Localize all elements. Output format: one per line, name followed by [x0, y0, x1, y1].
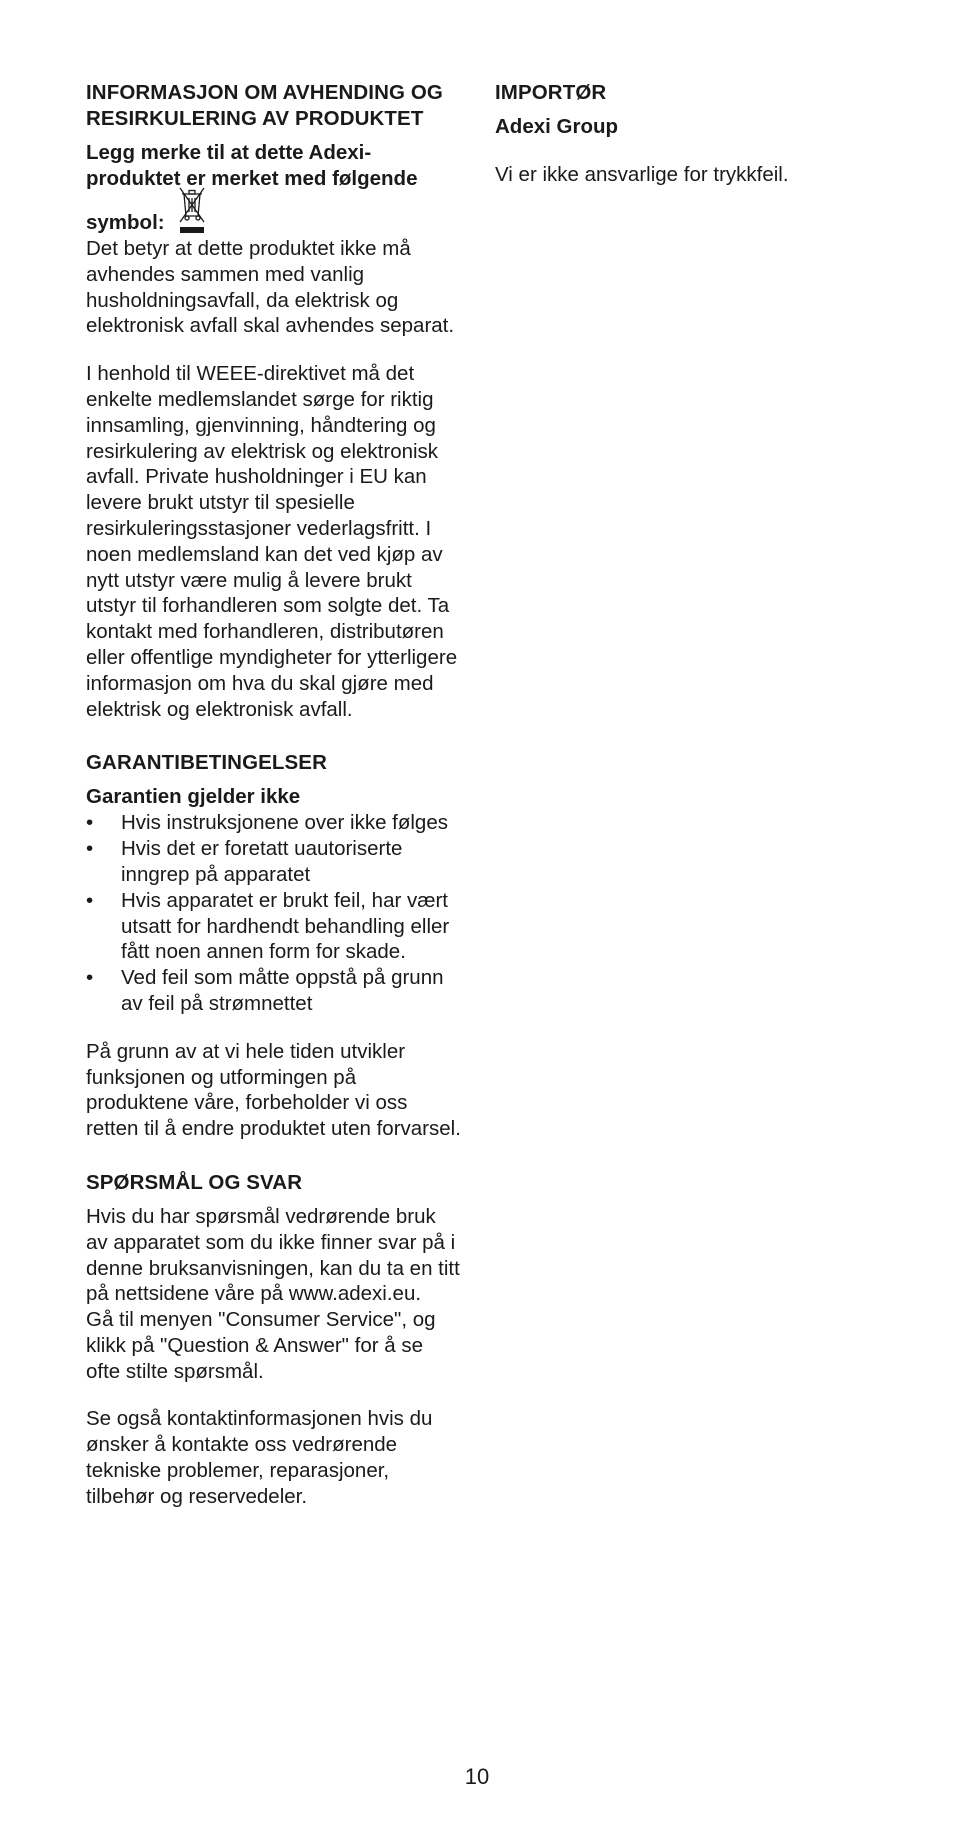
list-item [86, 965, 462, 1017]
bullet-icon: • [86, 888, 94, 912]
list-item-text: Ved feil som måtte oppstå på grunn av feil på strømnettet [121, 966, 444, 1015]
warranty-exclusions-list [86, 810, 462, 1016]
page-number: 10 [464, 1764, 490, 1789]
warranty-subheading: Garantien gjelder ikke [86, 785, 301, 809]
symbol-line [86, 192, 462, 236]
list-item [86, 836, 462, 888]
qa-section [86, 1170, 462, 1510]
importer-heading: IMPORTØR [495, 81, 607, 104]
qa-heading: SPØRSMÅL OG SVAR [86, 1170, 303, 1194]
disposal-paragraph-2: I henhold til WEEE-direktivet må det enkelte medlemslandet sørge for riktig innsamling, gjenvinning, håndtering og resirkulering av elektrisk og elektronisk avfall. Private husholdninger i EU kan levere brukt utstyr til spesielle resirkuleringsstasjoner vederlagsfritt. I noen medlemsland kan det ved kjøp av nytt utstyr være mulig å levere brukt utstyr til forhandleren som solgte det. Ta kontakt med forhandleren, distributøren eller offentlige myndigheter for ytterligere informasjon om hva du skal gjøre med elektrisk og elektronisk avfall. [86, 362, 458, 721]
warranty-paragraph: På grunn av at vi hele tiden utvikler funksjonen og utformingen på produktene våre, forbeholder vi oss retten til å endre produktet uten forvarsel. [86, 1039, 461, 1141]
bullet-icon: • [86, 811, 94, 835]
qa-paragraph-3: Se også kontaktinformasjonen hvis du ønsker å kontakte oss vedrørende tekniske problemer, reparasjoner, tilbehør og reservedeler. [86, 1407, 433, 1508]
list-item [86, 810, 462, 836]
printing-disclaimer: Vi er ikke ansvarlige for trykkfeil. [495, 163, 789, 186]
crossed-out-wheelie-bin-icon [178, 186, 206, 236]
disposal-section [86, 80, 462, 722]
bullet-icon: • [86, 837, 94, 861]
symbol-label: symbol: [86, 211, 165, 234]
disposal-heading: INFORMASJON OM AVHENDING OG RESIRKULERING AV PRODUKTET [86, 81, 443, 130]
list-item-text: Hvis det er foretatt uautoriserte inngrep på apparatet [121, 837, 403, 886]
warranty-section [86, 750, 462, 1142]
qa-paragraph-1: Hvis du har spørsmål vedrørende bruk av apparatet som du ikke finner svar på i denne bruksanvisningen, kan du ta en titt på nettsidene våre på www.adexi.eu. [86, 1204, 460, 1306]
list-item [86, 888, 462, 965]
left-column [86, 80, 462, 1510]
right-column [495, 80, 895, 188]
list-item-text: Hvis apparatet er brukt feil, har vært utsatt for hardhendt behandling eller fått noen annen form for skade. [121, 888, 450, 964]
disposal-intro: Legg merke til at dette Adexi-produktet er merket med følgende [86, 141, 418, 190]
importer-name: Adexi Group [495, 115, 619, 138]
qa-paragraph-2: Gå til menyen "Consumer Service", og klikk på "Question & Answer" for å se ofte stilte spørsmål. [86, 1308, 436, 1383]
warranty-heading: GARANTIBETINGELSER [86, 751, 327, 775]
bullet-icon: • [86, 966, 94, 990]
disposal-paragraph-1: Det betyr at dette produktet ikke må avhendes sammen med vanlig husholdningsavfall, da elektrisk og elektronisk avfall skal avhendes separat. [86, 237, 455, 338]
list-item-text: Hvis instruksjonene over ikke følges [121, 811, 448, 835]
